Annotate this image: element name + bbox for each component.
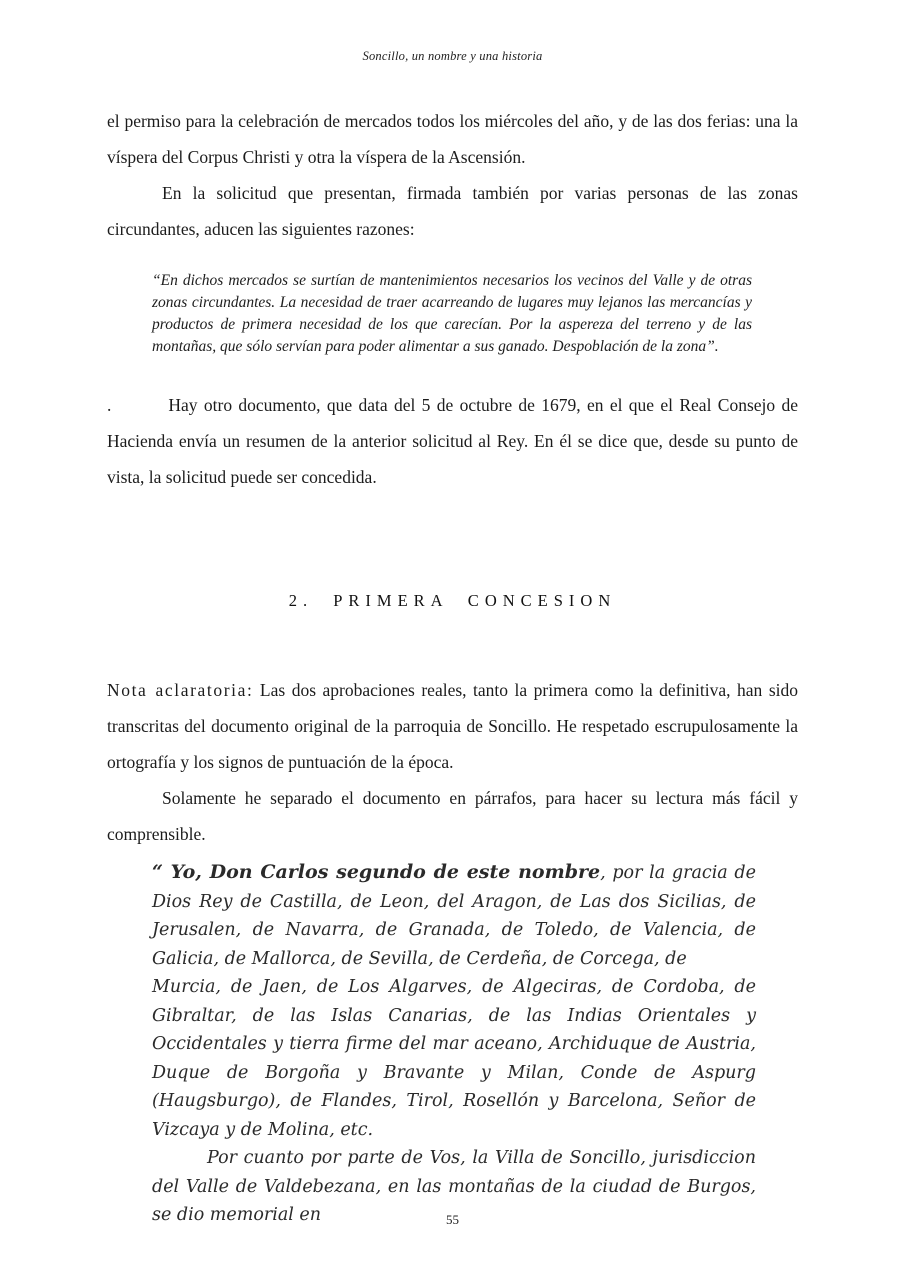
decree-paragraph-3: Por cuanto por parte de Vos, la Villa de Soncillo, jurisdiccion del Valle de Valdebezana, en las montañas de la ciudad de Burgos, se dio memorial en — [152, 1148, 756, 1225]
decree-paragraph-1 — [152, 858, 756, 973]
royal-decree-transcription — [152, 858, 756, 1230]
running-header: Soncillo, un nombre y una historia — [362, 49, 543, 63]
decree-opening-bold: “ Yo, Don Carlos segundo de este nombre — [152, 861, 601, 883]
page-number: 55 — [446, 1212, 459, 1227]
paragraph-solamente: Solamente he separado el documento en párrafos, para hacer su lectura más fácil y comprensible. — [107, 788, 798, 844]
paragraph-solicitud: En la solicitud que presentan, firmada también por varias personas de las zonas circundantes, aducen las siguientes razones: — [107, 183, 798, 239]
decree-paragraph-2: Murcia, de Jaen, de Los Algarves, de Algeciras, de Cordoba, de Gibraltar, de las Islas Canarias, de las Indias Orientales y Occidentales y tierra firme del mar aceano, Archiduque de Austria, Duque de Borgoña y Bravante y Milan, Conde de Aspurg (Haugsburgo), de Flandes, Tirol, Rosellón y Barcelona, Señor de Vizcaya y de Molina, etc. — [152, 977, 756, 1140]
paragraph-nota — [107, 672, 798, 780]
paragraph-documento: . Hay otro documento, que data del 5 de octubre de 1679, en el que el Real Consejo de Hacienda envía un resumen de la anterior solicitud al Rey. En él se dice que, desde su punto de vista, la solicitud puede ser concedida. — [107, 395, 798, 487]
nota-text: Las dos aprobaciones reales, tanto la primera como la definitiva, han sido transcritas del documento original de la parroquia de Soncillo. He respetado escrupulosamente la ortografía y los signos de puntuación de la época. — [107, 680, 798, 772]
section-heading: 2. PRIMERA CONCESION — [288, 591, 617, 610]
paragraph-intro: el permiso para la celebración de mercados todos los miércoles del año, y de las dos ferias: una la víspera del Corpus Christi y otra la víspera de la Ascensión. — [107, 111, 798, 167]
decree-opening-rest: , por la gracia de Dios Rey de Castilla, de Leon, del Aragon, de Las dos Sicilias, de Jerusalen, de Navarra, de Granada, de Toledo, de Valencia, de Galicia, de Mallorca, de Sevilla, de Cerdeña, de Corcega, de — [152, 863, 756, 969]
nota-label: Nota aclaratoria: — [107, 680, 254, 700]
block-quote: “En dichos mercados se surtían de mantenimientos necesarios los vecinos del Valle y de otras zonas circundantes. La necesidad de traer acarreando de lugares muy lejanos las mercancías y productos de primera necesidad de los que carecían. Por la aspereza del terreno y de las montañas, que sólo servían para poder alimentar a sus ganado. Despoblación de la zona”. — [152, 272, 752, 355]
